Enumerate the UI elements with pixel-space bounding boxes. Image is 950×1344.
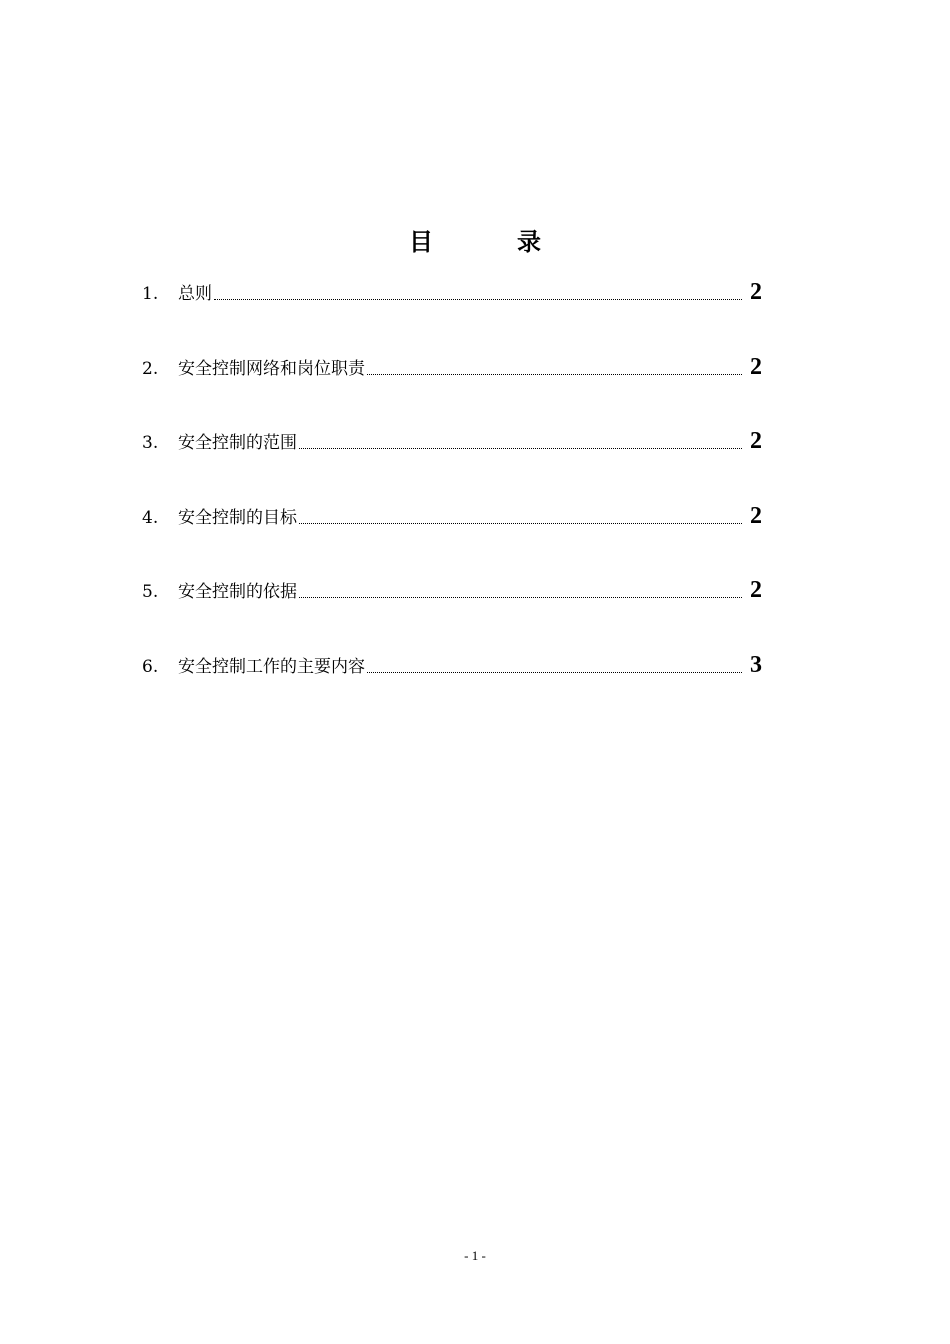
toc-leader-dots [367, 672, 742, 673]
toc-entry-number: 3. [142, 433, 159, 454]
toc-leader-dots [299, 597, 742, 598]
toc-entry-number: 4. [142, 507, 159, 528]
toc-entry[interactable] [142, 499, 762, 574]
toc-entry-page: 3 [750, 651, 762, 678]
toc-entry-text: 安全控制网络和岗位职责 [178, 358, 365, 379]
toc-entry-number: 6. [142, 656, 159, 677]
toc-entry-page: 2 [750, 577, 762, 604]
toc-entry[interactable] [142, 424, 762, 499]
toc-entry-page: 2 [750, 279, 762, 305]
toc-entry-text: 总则 [178, 284, 212, 304]
toc-entry[interactable] [142, 350, 762, 425]
toc-entry-number: 1. [142, 284, 159, 304]
toc-entry-page: 2 [750, 353, 762, 380]
toc-title: 目 录 [409, 228, 571, 256]
toc-entry-text: 安全控制的范围 [178, 433, 297, 454]
toc-entry-text: 安全控制的目标 [178, 507, 297, 528]
toc-entry-number: 2. [142, 358, 159, 379]
toc-entry[interactable] [142, 648, 762, 723]
toc-leader-dots [299, 523, 742, 524]
toc-entry-page: 2 [750, 502, 762, 529]
toc-entry[interactable] [142, 573, 762, 648]
page-number-footer: - 1 - [464, 1248, 486, 1263]
toc-entry-text: 安全控制工作的主要内容 [178, 656, 365, 677]
toc-entry-text: 安全控制的依据 [178, 582, 297, 603]
toc-list [142, 275, 762, 723]
toc-leader-dots [299, 448, 742, 449]
toc-entry[interactable] [142, 275, 762, 350]
toc-leader-dots [367, 374, 742, 375]
toc-leader-dots [214, 299, 742, 300]
toc-entry-number: 5. [142, 582, 159, 603]
toc-entry-page: 2 [750, 428, 762, 455]
